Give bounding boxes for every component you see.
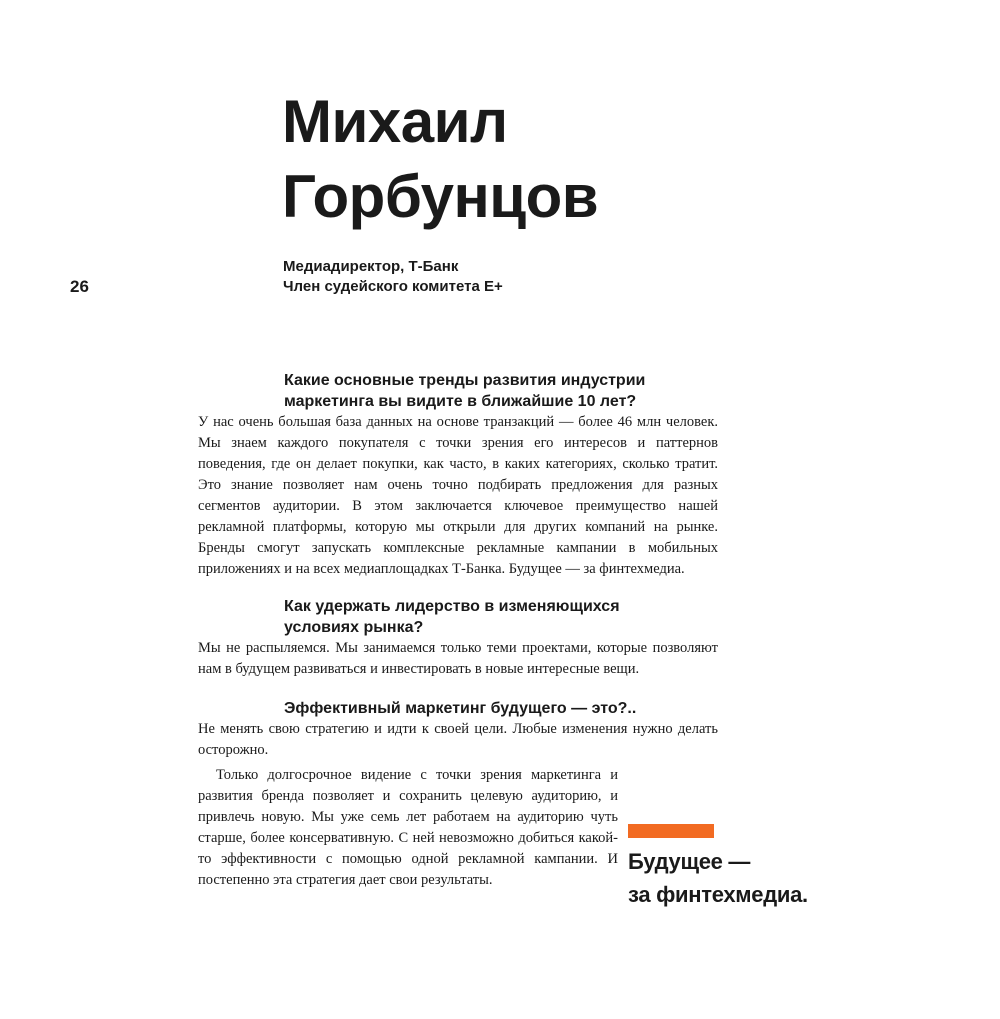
pullquote: [628, 845, 808, 911]
question-line: Эффективный маркетинг будущего — это?..: [284, 700, 637, 717]
answer-paragraph-continued: Только долгосрочное видение с точки зрения маркетинга и развития бренда позволяет и сохранить целевую аудиторию, и привлечь новую. Мы уже семь лет работаем на аудиторию чуть старше, более консервативную. С ней невозможно добиться какой-то эффективности с помощью одной рекламной кампании. И постепенно эта стратегия дает свои результаты.: [198, 767, 618, 888]
question-line: маркетинга вы видите в ближайшие 10 лет?: [284, 393, 637, 410]
question-heading: [284, 698, 718, 719]
pullquote-accent-bar: [628, 824, 714, 838]
person-roles: [283, 257, 503, 297]
question-line: условиях рынка?: [284, 619, 424, 636]
person-name-last: Горбунцов: [282, 163, 599, 230]
answer-paragraph: У нас очень большая база данных на основе транзакций — более 46 млн человек. Мы знаем каждого покупателя с точки зрения его интересов и паттернов поведения, где он делает покупки, как часто, в каких категориях, сколько тратит. Это знание позволяет нам очень точно подбирать предложения для разных сегментов аудитории. В этом заключается ключевое преимущество нашей рекламной платформы, которую мы открыли для других компаний на рынке. Бренды смогут запускать комплексные рекламные кампании в мобильных приложениях и на всех медиаплощадках Т-Банка. Будущее — за финтехмедиа.: [198, 414, 718, 577]
person-role-title: Медиадиректор, Т-Банк: [283, 258, 459, 275]
question-heading: [284, 596, 718, 638]
question-line: Как удержать лидерство в изменяющихся: [284, 598, 620, 615]
answer-paragraph: Мы не распыляемся. Мы занимаемся только теми проектами, которые позволяют нам в будущем развиваться и инвестировать в новые интересные вещи.: [198, 640, 718, 677]
person-name-first: Михаил: [282, 88, 508, 155]
person-role-committee: Член судейского комитета E+: [283, 278, 503, 295]
question-line: Какие основные тренды развития индустрии: [284, 372, 646, 389]
page-number: 26: [70, 277, 89, 296]
answer-paragraph: Не менять свою стратегию и идти к своей цели. Любые изменения нужно делать осторожно.: [198, 721, 718, 758]
question-heading: [284, 370, 718, 412]
pullquote-line: за финтехмедиа.: [628, 882, 808, 907]
person-name: [282, 84, 598, 234]
pullquote-line: Будущее —: [628, 849, 751, 874]
interview-article: [198, 370, 718, 891]
